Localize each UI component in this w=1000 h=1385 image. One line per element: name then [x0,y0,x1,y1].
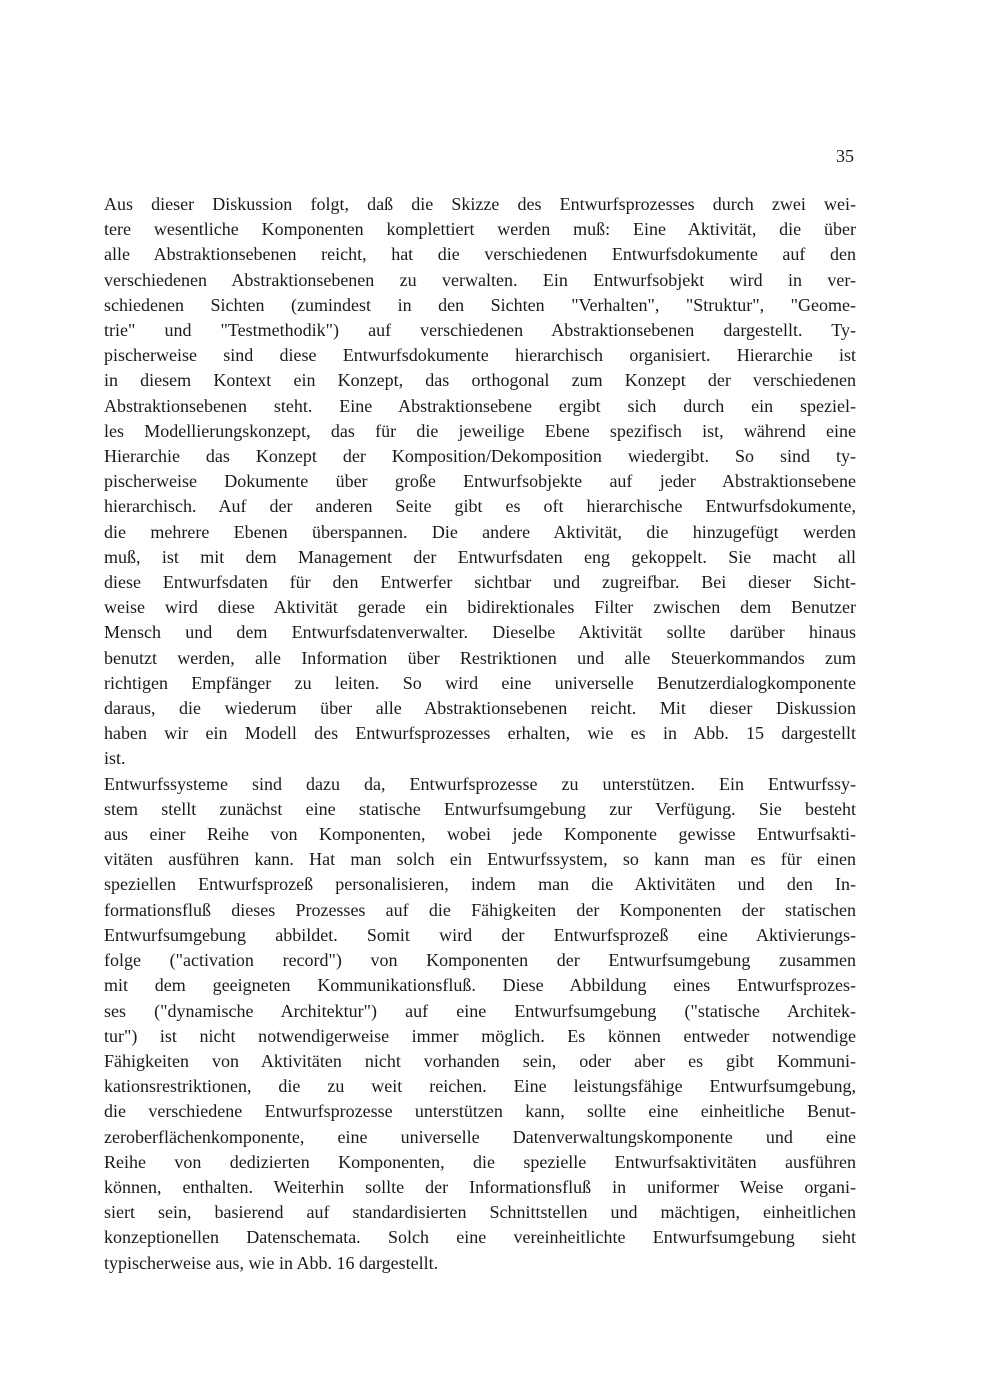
text-line: ist. [104,748,126,769]
text-line: pischerweise sind diese Entwurfsdokumente hierarchisch organisiert. Hierarchie ist [104,345,856,366]
text-line: zeroberflächenkomponente, eine universelle Datenverwaltungskomponente und eine [104,1126,856,1147]
text-line: tur") ist nicht notwendigerweise immer möglich. Es können entweder notwendige [104,1025,856,1046]
text-line: Reihe von dedizierten Komponenten, die spezielle Entwurfsaktivitäten ausführen [104,1151,856,1172]
text-line: tere wesentliche Komponenten komplettiert werden muß: Eine Aktivität, die über [104,219,856,240]
text-line: richtigen Empfänger zu leiten. So wird eine universelle Benutzerdialogkomponente [104,672,856,693]
text-line: die mehrere Ebenen überspannen. Die andere Aktivität, die hinzugefügt werden [104,521,856,542]
text-line: Fähigkeiten von Aktivitäten nicht vorhanden sein, oder aber es gibt Kommuni- [104,1050,856,1071]
text-line: siert sein, basierend auf standardisierten Schnittstellen und mächtigen, einheitlichen [104,1202,856,1223]
text-line: mit dem geeigneten Kommunikationsfluß. Diese Abbildung eines Entwurfsprozes- [104,975,856,996]
text-line: die verschiedene Entwurfsprozesse unterstützen kann, sollte eine einheitliche Benut- [104,1101,856,1122]
text-line: Entwurfssysteme sind dazu da, Entwurfsprozesse zu unterstützen. Ein Entwurfssy- [104,773,856,794]
text-line: formationsfluß dieses Prozesses auf die Fähigkeiten der Komponenten der statischen [104,899,856,920]
text-line: vitäten ausführen kann. Hat man solch ein Entwurfssystem, so kann man es für einen [104,849,856,870]
text-line: kationsrestriktionen, die zu weit reichen. Eine leistungsfähige Entwurfsumgebung, [104,1076,856,1097]
text-line: speziellen Entwurfsprozeß personalisieren, indem man die Aktivitäten und den In- [104,874,856,895]
text-line: stem stellt zunächst eine statische Entwurfsumgebung zur Verfügung. Sie besteht [104,798,856,819]
text-line: alle Abstraktionsebenen reicht, hat die verschiedenen Entwurfsdokumente auf den [104,244,856,265]
text-line: benutzt werden, alle Information über Restriktionen und alle Steuerkommandos zum [104,647,856,668]
text-line: folge ("activation record") von Komponenten der Entwurfsumgebung zusammen [104,950,856,971]
text-line: Aus dieser Diskussion folgt, daß die Skizze des Entwurfsprozesses durch zwei wei- [104,194,856,214]
text-line: hierarchisch. Auf der anderen Seite gibt es oft hierarchische Entwurfsdokumente, [104,496,856,517]
text-line: les Modellierungskonzept, das für die jeweilige Ebene spezifisch ist, während eine [104,420,856,441]
text-line: weise wird diese Aktivität gerade ein bidirektionales Filter zwischen dem Benutzer [104,597,856,618]
text-line: ses ("dynamische Architektur") auf eine Entwurfsumgebung ("statische Architek- [104,1000,856,1021]
paragraph-2 [104,772,856,1276]
text-line: pischerweise Dokumente über große Entwurfsobjekte auf jeder Abstraktionsebene [104,471,856,492]
text-line: trie" und "Testmethodik") auf verschiedenen Abstraktionsebenen dargestellt. Ty- [104,320,856,341]
text-line: typischerweise aus, wie in Abb. 16 dargestellt. [104,1252,439,1273]
text-line: daraus, die wiederum über alle Abstraktionsebenen reicht. Mit dieser Diskussion [104,698,856,719]
text-line: schiedenen Sichten (zumindest in den Sichten "Verhalten", "Struktur", "Geome- [104,294,856,315]
text-line: Mensch und dem Entwurfsdatenverwalter. Dieselbe Aktivität sollte darüber hinaus [104,622,856,643]
paragraph-1 [104,192,856,772]
text-line: diese Entwurfsdaten für den Entwerfer sichtbar und zugreifbar. Bei dieser Sicht- [104,572,856,593]
text-line: verschiedenen Abstraktionsebenen zu verwalten. Ein Entwurfsobjekt wird in ver- [104,269,856,290]
text-line: Abstraktionsebenen steht. Eine Abstraktionsebene ergibt sich durch ein speziel- [104,395,856,416]
page-number: 35 [836,146,854,166]
text-line: Entwurfsumgebung abbildet. Somit wird der Entwurfsprozeß eine Aktivierungs- [104,924,856,945]
text-line: aus einer Reihe von Komponenten, wobei jede Komponente gewisse Entwurfsakti- [104,824,856,845]
text-line: konzeptionellen Datenschemata. Solch eine vereinheitlichte Entwurfsumgebung sieht [104,1227,856,1248]
text-line: haben wir ein Modell des Entwurfsprozesses erhalten, wie es in Abb. 15 dargestellt [104,723,856,744]
text-line: muß, ist mit dem Management der Entwurfsdaten eng gekoppelt. Sie macht all [104,546,856,567]
text-line: können, enthalten. Weiterhin sollte der Informationsfluß in uniformer Weise organi- [104,1176,856,1197]
text-line: in diesem Kontext ein Konzept, das orthogonal zum Konzept der verschiedenen [104,370,856,391]
text-line: Hierarchie das Konzept der Komposition/Dekomposition wiedergibt. So sind ty- [104,446,856,467]
body-text [104,192,856,1276]
